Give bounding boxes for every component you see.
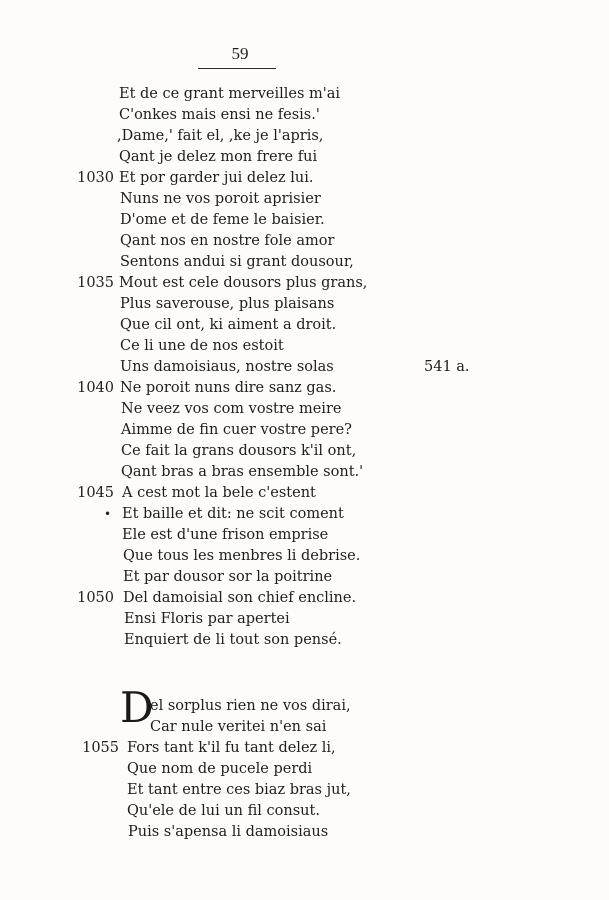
- verse-line: Ne poroit nuns dire sanz gas.: [120, 380, 337, 396]
- verse-line: Qu'ele de lui un fil consut.: [127, 803, 320, 819]
- verse-line: Uns damoisiaus, nostre solas: [120, 359, 334, 375]
- verse-line: Ele est d'une frison emprise: [122, 527, 329, 543]
- verse-line: Qant je delez mon frere fui: [119, 149, 318, 165]
- margin-mark: •: [104, 507, 112, 521]
- verse-line: ,Dame,' fait el, ,ke je l'apris,: [117, 128, 324, 144]
- verse-line: Que cil ont, ki aiment a droit.: [120, 317, 337, 333]
- verse-line: A cest mot la bele c'estent: [122, 485, 316, 501]
- verse-line: Fors tant k'il fu tant delez li,: [127, 740, 336, 756]
- verse-line: Qant bras a bras ensemble sont.': [121, 464, 364, 480]
- line-number: 1040: [77, 380, 114, 396]
- verse-line: Et tant entre ces biaz bras jut,: [127, 782, 351, 798]
- verse-line: Mout est cele dousors plus grans,: [119, 275, 368, 291]
- verse-line: Ensi Floris par apertei: [124, 611, 290, 627]
- margin-note: 541 a.: [424, 359, 470, 375]
- line-number: 1045: [77, 485, 114, 501]
- line-number: 1035: [77, 275, 114, 291]
- verse-line: Et baille et dit: ne scit coment: [122, 506, 344, 522]
- line-number: 1055: [82, 740, 119, 756]
- verse-line: Nuns ne vos poroit aprisier: [120, 191, 321, 207]
- verse-line: Que nom de pucele perdi: [127, 761, 313, 777]
- page-number: 59: [231, 44, 249, 63]
- page-number-rule: [198, 68, 276, 69]
- verse-line: C'onkes mais ensi ne fesis.': [119, 107, 320, 123]
- verse-line: Et de ce grant merveilles m'ai: [119, 86, 341, 102]
- verse-line: Puis s'apensa li damoisiaus: [128, 824, 329, 840]
- verse-line: Enquiert de li tout son pensé.: [124, 632, 342, 648]
- verse-line: Et par dousor sor la poitrine: [123, 569, 333, 585]
- verse-line: Sentons andui si grant dousour,: [120, 254, 354, 270]
- line-number: 1050: [77, 590, 114, 606]
- drop-cap-initial: D: [120, 683, 154, 732]
- verse-line: Ne veez vos com vostre meire: [121, 401, 342, 417]
- verse-line: D'ome et de feme le baisier.: [120, 212, 325, 228]
- verse-line: Plus saverouse, plus plaisans: [120, 296, 335, 312]
- verse-line: el sorplus rien ne vos dirai,: [150, 698, 351, 714]
- verse-line: Qant nos en nostre fole amor: [120, 233, 335, 249]
- line-number: 1030: [77, 170, 114, 186]
- verse-line: Que tous les menbres li debrise.: [123, 548, 361, 564]
- verse-line: Aimme de fin cuer vostre pere?: [121, 422, 352, 438]
- verse-line: Del damoisial son chief encline.: [123, 590, 357, 606]
- verse-line: Ce fait la grans dousors k'il ont,: [121, 443, 357, 459]
- verse-line: Et por garder jui delez lui.: [119, 170, 314, 186]
- verse-line: Ce li une de nos estoit: [120, 338, 284, 354]
- verse-line: Car nule veritei n'en sai: [150, 719, 327, 735]
